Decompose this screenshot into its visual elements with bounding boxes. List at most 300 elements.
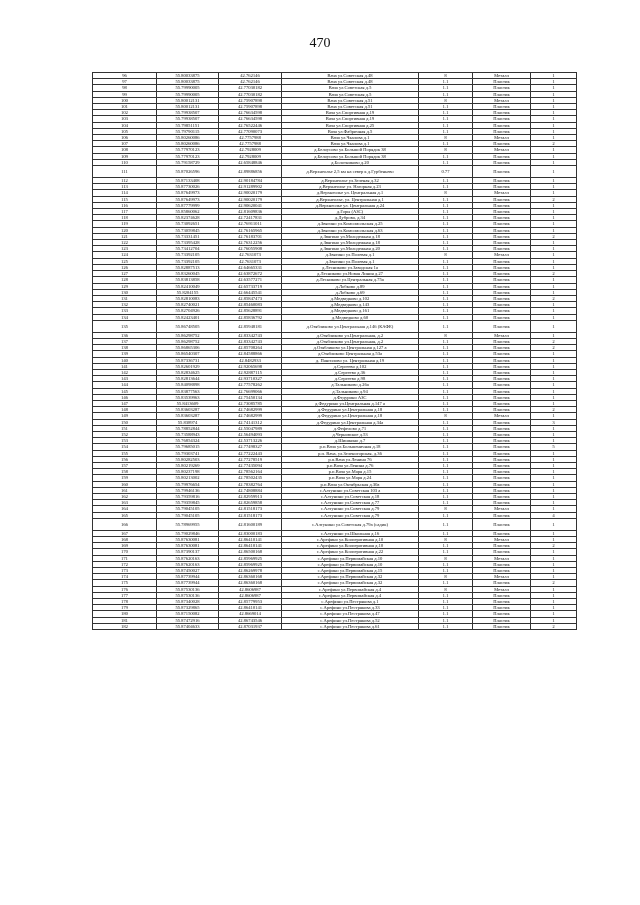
latitude-cell: 55.79359816: [157, 494, 219, 500]
longitude-cell: 42.7631073: [219, 258, 282, 264]
longitude-cell: 42.8606987: [219, 586, 282, 592]
longitude-cell: 42.81609836: [219, 209, 282, 215]
material-cell: Пластик: [473, 240, 531, 246]
row-number-cell: 127: [93, 271, 157, 277]
longitude-cell: 42.77030182: [219, 85, 282, 91]
count-cell: 1: [531, 79, 577, 85]
row-number-cell: 174: [93, 574, 157, 580]
longitude-cell: 42.86269978: [219, 568, 282, 574]
count-cell: 1: [531, 376, 577, 382]
volume-cell: 1.1: [419, 277, 473, 283]
row-number-cell: 152: [93, 431, 157, 437]
material-cell: Пластик: [473, 221, 531, 227]
longitude-cell: 42.75907898: [219, 104, 282, 110]
longitude-cell: 42.762146: [219, 73, 282, 79]
latitude-cell: 55.73588943: [157, 431, 219, 437]
volume-cell: 1.1: [419, 425, 473, 431]
latitude-cell: 55.80282503: [157, 456, 219, 462]
row-number-cell: 144: [93, 382, 157, 388]
address-cell: с.Алтунино ул.Советская 103 а: [282, 487, 419, 493]
material-cell: Металл: [473, 252, 531, 258]
longitude-cell: 42.85779953: [219, 599, 282, 605]
volume-cell: 1.1: [419, 159, 473, 165]
material-cell: Металл: [473, 73, 531, 79]
longitude-cell: 42.86500168: [219, 549, 282, 555]
volume-cell: 1.1: [419, 580, 473, 586]
count-cell: 1: [531, 227, 577, 233]
latitude-cell: 55.79685015: [157, 444, 219, 450]
volume-cell: 1.1: [419, 110, 473, 116]
count-cell: 1: [531, 73, 577, 79]
count-cell: 3: [531, 419, 577, 425]
address-cell: с.Арефино ул.Первомайская д.10: [282, 555, 419, 561]
row-number-cell: 101: [93, 104, 157, 110]
count-cell: 1: [531, 91, 577, 97]
longitude-cell: 42.76055908: [219, 246, 282, 252]
longitude-cell: 42.85628891: [219, 308, 282, 314]
address-cell: Вача ул.Советская д.48: [282, 73, 419, 79]
longitude-cell: 42.78502435: [219, 475, 282, 481]
row-number-cell: 124: [93, 252, 157, 258]
material-cell: Пластик: [473, 376, 531, 382]
volume-cell: 1.1: [419, 481, 473, 487]
address-cell: д.Звягино ул.Молодежная д.18: [282, 233, 419, 239]
address-cell: с.Алтунино ул.Советская д.79: [282, 506, 419, 512]
volume-cell: 1.1: [419, 271, 473, 277]
volume-cell: 1.1: [419, 543, 473, 549]
count-cell: 1: [531, 475, 577, 481]
volume-cell: 1.1: [419, 518, 473, 530]
latitude-cell: 55.76854324: [157, 438, 219, 444]
longitude-cell: 42.76522446: [219, 122, 282, 128]
latitude-cell: 55.80213002: [157, 475, 219, 481]
material-cell: Пластик: [473, 159, 531, 165]
material-cell: Пластик: [473, 407, 531, 413]
material-cell: Пластик: [473, 271, 531, 277]
latitude-cell: 55.82740021: [157, 302, 219, 308]
address-cell: д.Федурино АЗС: [282, 394, 419, 400]
address-cell: д.Звягино ул.Полевая д.1: [282, 252, 419, 258]
volume-cell: 1.1: [419, 438, 473, 444]
volume-cell: 8: [419, 147, 473, 153]
longitude-cell: 42.74141312: [219, 419, 282, 425]
volume-cell: 0.77: [419, 166, 473, 178]
material-cell: Пластик: [473, 475, 531, 481]
count-cell: 1: [531, 611, 577, 617]
material-cell: Пластик: [473, 295, 531, 301]
address-cell: д.Медведково д.161: [282, 308, 419, 314]
count-cell: 1: [531, 289, 577, 295]
material-cell: Пластик: [473, 494, 531, 500]
longitude-cell: 42.86743546: [219, 617, 282, 623]
latitude-cell: 55.79990005: [157, 91, 219, 97]
latitude-cell: 55.79158729: [157, 159, 219, 165]
address-cell: д.Горы (АЗС): [282, 209, 419, 215]
material-cell: Металл: [473, 555, 531, 561]
longitude-cell: 42.83342743: [219, 338, 282, 344]
volume-cell: 1.1: [419, 116, 473, 122]
count-cell: 1: [531, 104, 577, 110]
address-cell: д.Лесниково ул.Центральная д.75а: [282, 277, 419, 283]
latitude-cell: 55.79938507: [157, 110, 219, 116]
longitude-cell: 42.7928009: [219, 147, 282, 153]
address-cell: д.Звягино ул.Комсомольская д.25: [282, 221, 419, 227]
longitude-cell: 42.77278519: [219, 456, 282, 462]
count-cell: 1: [531, 456, 577, 462]
address-cell: д.Лесниково ул.Новая Линия д.27: [282, 271, 419, 277]
row-number-cell: 111: [93, 166, 157, 178]
longitude-cell: 42.87031937: [219, 623, 282, 629]
volume-cell: 1.1: [419, 512, 473, 518]
volume-cell: 1.1: [419, 351, 473, 357]
row-number-cell: 170: [93, 549, 157, 555]
count-cell: 2: [531, 623, 577, 629]
address-cell: Вача ул.Советская д.51: [282, 104, 419, 110]
latitude-cell: 55.78852844: [157, 425, 219, 431]
longitude-cell: 42.65733719: [219, 283, 282, 289]
longitude-cell: 42.63872672: [219, 271, 282, 277]
latitude-cell: 55.79946136: [157, 487, 219, 493]
count-cell: 1: [531, 574, 577, 580]
latitude-cell: 55.79359845: [157, 500, 219, 506]
material-cell: Пластик: [473, 215, 531, 221]
longitude-cell: 42.74808884: [219, 487, 282, 493]
address-cell: д.Тальниково д.94: [282, 388, 419, 394]
row-number-cell: 105: [93, 128, 157, 134]
volume-cell: 1.1: [419, 419, 473, 425]
address-cell: р.п.Вача ул.Маря д.15: [282, 469, 419, 475]
material-cell: Пластик: [473, 431, 531, 437]
latitude-cell: 55.77970123: [157, 153, 219, 159]
address-cell: д.Звягино ул.Молодежная д.18: [282, 240, 419, 246]
row-number-cell: 180: [93, 611, 157, 617]
material-cell: Пластик: [473, 258, 531, 264]
address-cell: д.Дуброва, д.34: [282, 215, 419, 221]
latitude-cell: 55.8204155: [157, 289, 219, 295]
row-number-cell: 100: [93, 97, 157, 103]
volume-cell: 8: [419, 332, 473, 338]
count-cell: 1: [531, 438, 577, 444]
count-cell: 1: [531, 450, 577, 456]
row-number-cell: 163: [93, 500, 157, 506]
table-body: [93, 73, 577, 630]
count-cell: 2: [531, 271, 577, 277]
count-cell: 2: [531, 345, 577, 351]
longitude-cell: 42.83342743: [219, 332, 282, 338]
material-cell: Металл: [473, 332, 531, 338]
material-cell: Пластик: [473, 487, 531, 493]
longitude-cell: 42.90184784: [219, 178, 282, 184]
count-cell: 1: [531, 202, 577, 208]
volume-cell: 1.1: [419, 184, 473, 190]
volume-cell: 8: [419, 97, 473, 103]
latitude-cell: 55.83877563: [157, 388, 219, 394]
count-cell: 1: [531, 215, 577, 221]
longitude-cell: 42.85836792: [219, 314, 282, 320]
count-cell: 1: [531, 122, 577, 128]
longitude-cell: 42.75450134: [219, 394, 282, 400]
row-number-cell: 169: [93, 543, 157, 549]
row-number-cell: 110: [93, 159, 157, 165]
row-number-cell: 145: [93, 388, 157, 394]
latitude-cell: 55.87730026: [157, 184, 219, 190]
material-cell: Пластик: [473, 623, 531, 629]
address-cell: Вача ул.Советская д.48: [282, 79, 419, 85]
table-row: [93, 166, 577, 178]
count-cell: 1: [531, 413, 577, 419]
row-number-cell: 179: [93, 605, 157, 611]
address-cell: д.Сергеево д.102: [282, 363, 419, 369]
longitude-cell: 42.81600189: [219, 518, 282, 530]
volume-cell: 1.1: [419, 153, 473, 159]
longitude-cell: 42.76699066: [219, 388, 282, 394]
latitude-cell: 55.87620163: [157, 555, 219, 561]
volume-cell: 8: [419, 413, 473, 419]
count-cell: 2: [531, 141, 577, 147]
longitude-cell: 42.8482933: [219, 357, 282, 363]
latitude-cell: 55.80033875: [157, 79, 219, 85]
longitude-cell: 42.53713226: [219, 438, 282, 444]
longitude-cell: 42.90020179: [219, 196, 282, 202]
count-cell: 1: [531, 549, 577, 555]
address-cell: с.Алтунино ул.Советская д.18: [282, 494, 419, 500]
address-cell: Вача ул.Чкалова д.1: [282, 135, 419, 141]
address-cell: с.Арефино ул.Первомайская д.15: [282, 568, 419, 574]
address-cell: р.п.Вача ул.Большеничная д.18: [282, 444, 419, 450]
row-number-cell: 113: [93, 184, 157, 190]
latitude-cell: 55.87739944: [157, 580, 219, 586]
material-cell: Пластик: [473, 110, 531, 116]
material-cell: Пластик: [473, 227, 531, 233]
address-cell: д.Верхнеолье ул.Зеленая д.32: [282, 178, 419, 184]
material-cell: Пластик: [473, 128, 531, 134]
latitude-cell: 55.83260045: [157, 271, 219, 277]
longitude-cell: 42.7928009: [219, 153, 282, 159]
row-number-cell: 164: [93, 506, 157, 512]
address-cell: р.п.Вача ул.Октябрьская д.30а: [282, 481, 419, 487]
longitude-cell: 42.73085785: [219, 400, 282, 406]
volume-cell: 1.1: [419, 227, 473, 233]
volume-cell: 1.1: [419, 568, 473, 574]
row-number-cell: 119: [93, 221, 157, 227]
latitude-cell: 55.87390137: [157, 549, 219, 555]
address-cell: Вача ул.Советская д.5: [282, 91, 419, 97]
count-cell: 1: [531, 221, 577, 227]
volume-cell: 1.1: [419, 302, 473, 308]
volume-cell: 1.1: [419, 444, 473, 450]
material-cell: Пластик: [473, 85, 531, 91]
row-number-cell: 112: [93, 178, 157, 184]
count-cell: 1: [531, 246, 577, 252]
longitude-cell: 42.90620041: [219, 202, 282, 208]
count-cell: 1: [531, 555, 577, 561]
row-number-cell: 178: [93, 599, 157, 605]
material-cell: Металл: [473, 97, 531, 103]
longitude-cell: 42.86360168: [219, 580, 282, 586]
latitude-cell: 55.83603287: [157, 407, 219, 413]
material-cell: Пластик: [473, 357, 531, 363]
longitude-cell: 42.64665331: [219, 264, 282, 270]
volume-cell: 1.1: [419, 345, 473, 351]
row-number-cell: 106: [93, 135, 157, 141]
address-cell: Вача ул.Советская д.5: [282, 85, 419, 91]
longitude-cell: 42.7757988: [219, 135, 282, 141]
material-cell: Металл: [473, 190, 531, 196]
latitude-cell: 55.87336731: [157, 357, 219, 363]
count-cell: 1: [531, 382, 577, 388]
volume-cell: 1.1: [419, 178, 473, 184]
row-number-cell: 161: [93, 487, 157, 493]
latitude-cell: 55.87630081: [157, 537, 219, 543]
row-number-cell: 135: [93, 320, 157, 332]
volume-cell: 1.1: [419, 79, 473, 85]
address-cell: д.Фефелово д.71: [282, 425, 419, 431]
address-cell: д.Звягино ул.Молодежная д.20: [282, 246, 419, 252]
count-cell: 1: [531, 487, 577, 493]
material-cell: Пластик: [473, 166, 531, 178]
latitude-cell: 55.87026596: [157, 166, 219, 178]
row-number-cell: 96: [93, 73, 157, 79]
volume-cell: 1.1: [419, 469, 473, 475]
volume-cell: 1.1: [419, 85, 473, 91]
row-number-cell: 162: [93, 494, 157, 500]
material-cell: Пластик: [473, 419, 531, 425]
longitude-cell: 42.8669014: [219, 611, 282, 617]
material-cell: Пластик: [473, 530, 531, 536]
address-cell: д.Белоусово ул.Большой Порядок 38: [282, 147, 419, 153]
count-cell: 1: [531, 481, 577, 487]
count-cell: 1: [531, 530, 577, 536]
row-number-cell: 134: [93, 314, 157, 320]
latitude-cell: 55.78969955: [157, 518, 219, 530]
material-cell: Пластик: [473, 561, 531, 567]
longitude-cell: 42.76165965: [219, 227, 282, 233]
volume-cell: 8: [419, 574, 473, 580]
longitude-cell: 42.75907898: [219, 97, 282, 103]
count-cell: 1: [531, 110, 577, 116]
material-cell: Пластик: [473, 500, 531, 506]
material-cell: Металл: [473, 135, 531, 141]
volume-cell: 1.1: [419, 363, 473, 369]
material-cell: Пластик: [473, 141, 531, 147]
count-cell: 2: [531, 543, 577, 549]
address-cell: с.Арефино ул.Первомайская д.32: [282, 580, 419, 586]
row-number-cell: 129: [93, 283, 157, 289]
address-cell: д.Медведково д.102: [282, 295, 419, 301]
address-cell: д.Болотниково д.20: [282, 159, 419, 165]
address-cell: д.Верхнеолье ул. Центральная д.1: [282, 190, 419, 196]
latitude-cell: 55.79976654: [157, 481, 219, 487]
address-cell: д.Верхнеолье ул. Центральная д.24: [282, 202, 419, 208]
material-cell: Пластик: [473, 351, 531, 357]
volume-cell: 1.1: [419, 450, 473, 456]
address-cell: д.Шишкино д.7: [282, 438, 419, 444]
longitude-cell: 42.92065698: [219, 363, 282, 369]
row-number-cell: 181: [93, 617, 157, 623]
longitude-cell: 42.55047989: [219, 425, 282, 431]
latitude-cell: 55.79851151: [157, 122, 219, 128]
latitude-cell: 55.87530136: [157, 586, 219, 592]
longitude-cell: 42.76634598: [219, 110, 282, 116]
volume-cell: 1.1: [419, 605, 473, 611]
latitude-cell: 55.82410049: [157, 283, 219, 289]
longitude-cell: 42.84588866: [219, 351, 282, 357]
material-cell: Пластик: [473, 122, 531, 128]
longitude-cell: 42.56494093: [219, 431, 282, 437]
volume-cell: 1.1: [419, 394, 473, 400]
row-number-cell: 107: [93, 141, 157, 147]
material-cell: Пластик: [473, 233, 531, 239]
latitude-cell: 55.86540307: [157, 351, 219, 357]
row-number-cell: 151: [93, 425, 157, 431]
volume-cell: 1.1: [419, 431, 473, 437]
material-cell: Пластик: [473, 543, 531, 549]
latitude-cell: 55.80237198: [157, 469, 219, 475]
volume-cell: 1.1: [419, 258, 473, 264]
material-cell: Пластик: [473, 363, 531, 369]
material-cell: Пластик: [473, 388, 531, 394]
row-number-cell: 121: [93, 233, 157, 239]
longitude-cell: 42.92887115: [219, 369, 282, 375]
address-cell: с.Арефино ул.Пестрякова д.61: [282, 623, 419, 629]
latitude-cell: 55.87133408: [157, 178, 219, 184]
volume-cell: 1.1: [419, 494, 473, 500]
latitude-cell: 55.82810083: [157, 295, 219, 301]
row-number-cell: 155: [93, 450, 157, 456]
address-cell: с.Арефино ул.Пестрякова д.47: [282, 611, 419, 617]
volume-cell: 1.1: [419, 246, 473, 252]
volume-cell: 1.1: [419, 215, 473, 221]
row-number-cell: 175: [93, 580, 157, 586]
count-cell: 1: [531, 469, 577, 475]
material-cell: Пластик: [473, 338, 531, 344]
longitude-cell: 42.90020179: [219, 190, 282, 196]
latitude-cell: 55.83539963: [157, 394, 219, 400]
latitude-cell: 55.86865306: [157, 345, 219, 351]
longitude-cell: 42.76183701: [219, 233, 282, 239]
count-cell: 1: [531, 494, 577, 500]
longitude-cell: 42.77578262: [219, 382, 282, 388]
count-cell: 1: [531, 431, 577, 437]
latitude-cell: 55.87530136: [157, 592, 219, 598]
row-number-cell: 128: [93, 277, 157, 283]
row-number-cell: 160: [93, 481, 157, 487]
row-number-cell: 159: [93, 475, 157, 481]
count-cell: 1: [531, 147, 577, 153]
volume-cell: 1.1: [419, 456, 473, 462]
latitude-cell: 55.83813858: [157, 277, 219, 283]
address-cell: д.Верхнеолье ул. Нагорная д.23: [282, 184, 419, 190]
count-cell: 1: [531, 85, 577, 91]
address-cell: д.Федурино ул.Центральная д.18: [282, 407, 419, 413]
latitude-cell: 55.80012131: [157, 97, 219, 103]
material-cell: Пластик: [473, 289, 531, 295]
volume-cell: 1.1: [419, 475, 473, 481]
count-cell: 1: [531, 388, 577, 394]
address-cell: Вача ул.Спортивная д.19: [282, 116, 419, 122]
address-cell: д.Медведково д.143: [282, 302, 419, 308]
material-cell: Пластик: [473, 518, 531, 530]
latitude-cell: 55.82813644: [157, 376, 219, 382]
containers-table: [92, 72, 577, 630]
volume-cell: 1.1: [419, 611, 473, 617]
latitude-cell: 55.87649973: [157, 190, 219, 196]
latitude-cell: 55.86748505: [157, 320, 219, 332]
latitude-cell: 55.73059845: [157, 227, 219, 233]
material-cell: Металл: [473, 413, 531, 419]
row-number-cell: 182: [93, 623, 157, 629]
address-cell: р.п.Вача ул.Ленина д.76: [282, 462, 419, 468]
